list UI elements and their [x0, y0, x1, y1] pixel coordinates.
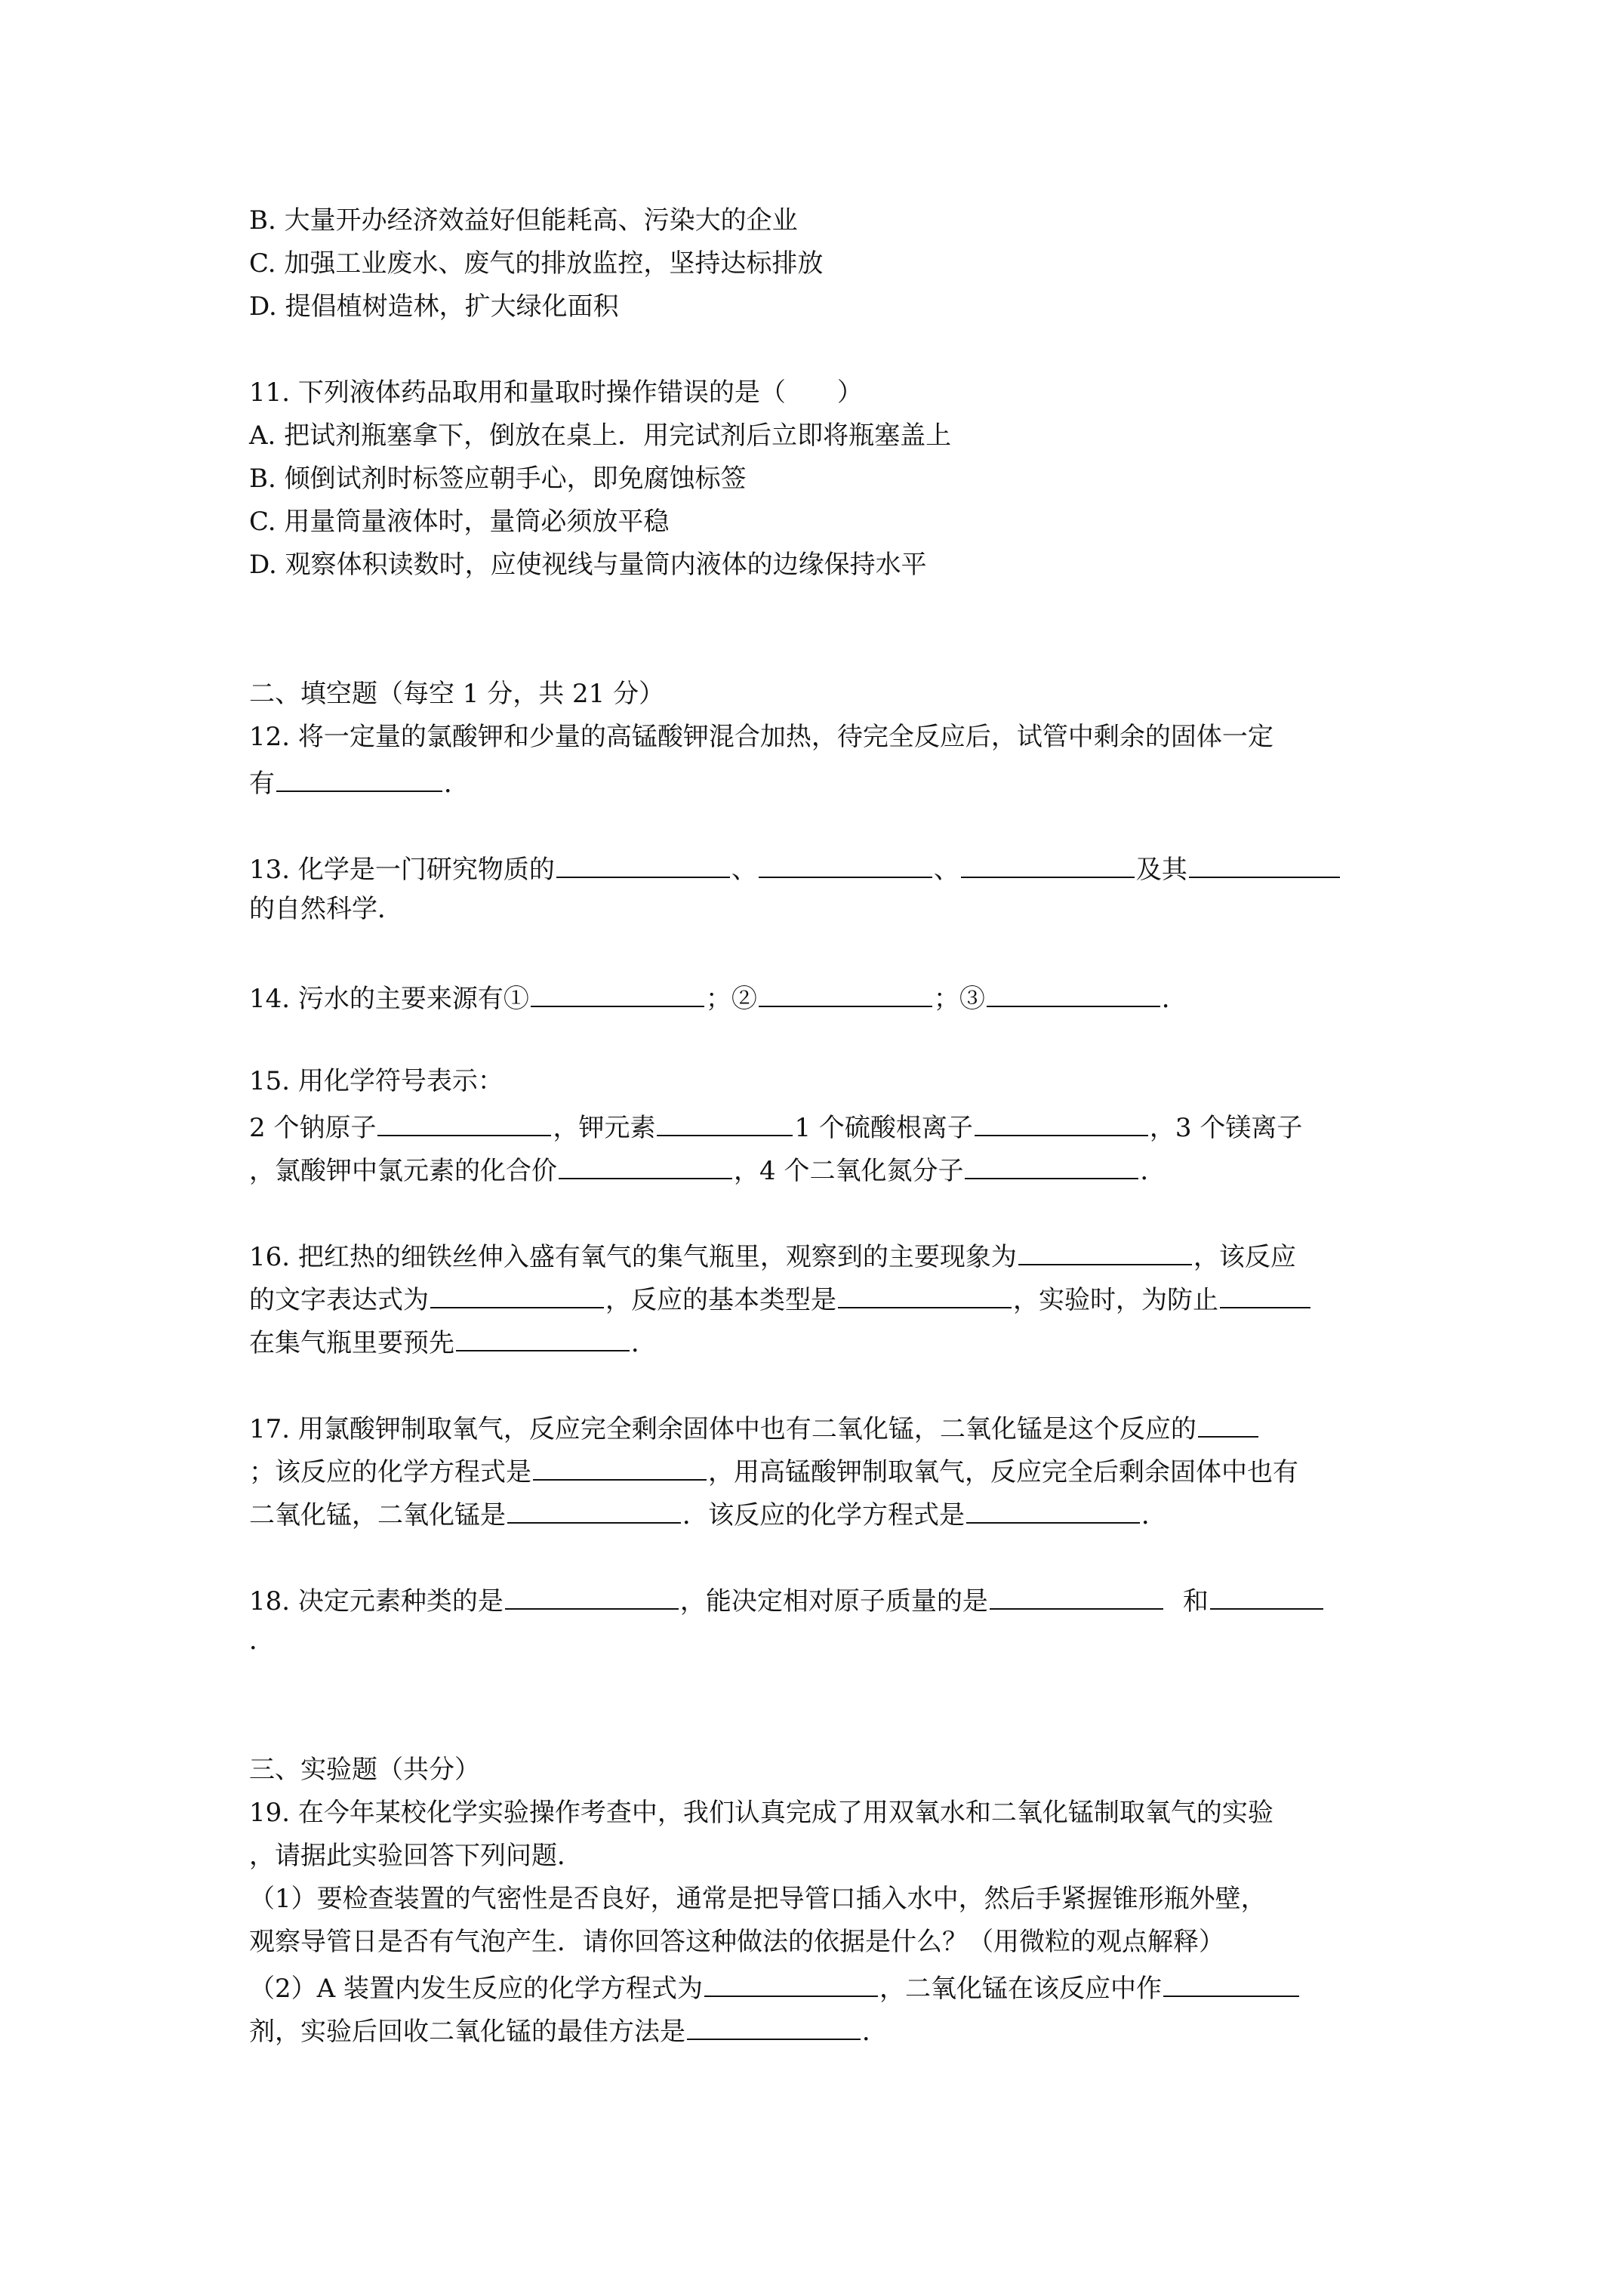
q16-end: ． [631, 1328, 657, 1358]
q17-text-d: 二氧化锰，二氧化锰是 [249, 1500, 506, 1530]
q18-blank-1[interactable] [505, 1581, 679, 1610]
q11-stem: 11. 下列液体药品取用和量取时操作错误的是（ ） [249, 378, 863, 408]
q15-stem: 15. 用化学符号表示： [249, 1066, 504, 1096]
q15-line3 [249, 1151, 1397, 1188]
q18-text-a: 18. 决定元素种类的是 [249, 1586, 504, 1616]
q13-line2: 的自然科学． [249, 894, 403, 924]
q14-end: ． [1161, 984, 1187, 1014]
q19-text-l6a: 剂，实验后回收二氧化锰的最佳方法是 [249, 2017, 685, 2047]
q13-blank-4[interactable] [1189, 849, 1340, 878]
q14-blank-3[interactable] [987, 978, 1160, 1007]
q13-blank-3[interactable] [961, 849, 1135, 878]
q10-option-d: D. 提倡植树造林，扩大绿化面积 [249, 291, 619, 322]
q14-text-a: 14. 污水的主要来源有① [249, 984, 529, 1014]
q18-text-b: ，能决定相对原子质量的是 [679, 1586, 988, 1616]
q18-line2: ． [249, 1626, 275, 1656]
q16-blank-3[interactable] [838, 1280, 1012, 1308]
q14-text-b: ；② [705, 984, 757, 1014]
q13-line1 [249, 849, 1397, 886]
q17-text-a: 17. 用氯酸钾制取氧气，反应完全剩余固体中也有二氧化锰，二氧化锰是这个反应的 [249, 1414, 1196, 1444]
q11-option-c: C. 用量筒量液体时，量筒必须放平稳 [249, 507, 670, 537]
q16-text-a: 16. 把红热的细铁丝伸入盛有氧气的集气瓶里，观察到的主要现象为 [249, 1242, 1017, 1272]
q19-line1: 19. 在今年某校化学实验操作考查中，我们认真完成了用双氧水和二氧化锰制取氧气的实验 [249, 1798, 1273, 1828]
q11-option-b: B. 倾倒试剂时标签应朝手心，即免腐蚀标签 [249, 464, 747, 494]
q12-period: ． [444, 769, 470, 799]
q11-option-a: A. 把试剂瓶塞拿下，倒放在桌上．用完试剂后立即将瓶塞盖上 [249, 421, 952, 451]
q15-blank-5[interactable] [965, 1151, 1138, 1179]
q12-line1: 12. 将一定量的氯酸钾和少量的高锰酸钾混合加热，待完全反应后，试管中剩余的固体一定 [249, 722, 1273, 752]
q17-line2 [249, 1452, 1397, 1489]
q16-text-f: 在集气瓶里要预先 [249, 1328, 454, 1358]
q16-text-b: ，该反应 [1193, 1242, 1296, 1272]
q11-option-d: D. 观察体积读数时，应使视线与量筒内液体的边缘保持水平 [249, 550, 927, 580]
q15-blank-4[interactable] [559, 1151, 732, 1179]
q16-blank-5[interactable] [456, 1323, 630, 1351]
q16-blank-2[interactable] [430, 1280, 604, 1308]
q14-line [249, 978, 1397, 1015]
q15-text-d: ，3 个镁离子 [1149, 1113, 1303, 1143]
section2-heading: 二、填空题（每空 1 分，共 21 分） [249, 679, 665, 709]
q19-line4: 观察导管日是否有气泡产生．请你回答这种做法的依据是什么？（用微粒的观点解释） [249, 1927, 1224, 1957]
q13-sep-2: 、 [933, 855, 959, 885]
q19-line6 [249, 2011, 1397, 2048]
q17-blank-2[interactable] [533, 1452, 707, 1481]
q16-line3 [249, 1323, 1397, 1360]
q15-blank-3[interactable] [975, 1108, 1148, 1136]
q15-line2 [249, 1108, 1397, 1145]
q15-end: ． [1140, 1156, 1166, 1186]
q17-text-b: ；该反应的化学方程式是 [249, 1457, 531, 1487]
q10-option-b: B. 大量开办经济效益好但能耗高、污染大的企业 [249, 205, 798, 236]
q12-blank[interactable] [276, 763, 442, 792]
q18-blank-3[interactable] [1210, 1581, 1323, 1610]
q13-blank-1[interactable] [556, 849, 730, 878]
q17-blank-4[interactable] [966, 1495, 1140, 1524]
section3-heading: 三、实验题（共分） [249, 1755, 480, 1785]
q12-line2 [249, 763, 1397, 800]
q13-text-b: 及其 [1135, 855, 1187, 885]
q19-text-l6b: ． [862, 2017, 888, 2047]
q13-sep-1: 、 [731, 855, 757, 885]
q15-text-a: 2 个钠原子 [249, 1113, 377, 1143]
q16-blank-1[interactable] [1018, 1237, 1192, 1265]
q15-blank-1[interactable] [377, 1108, 551, 1136]
q13-text-a: 13. 化学是一门研究物质的 [249, 855, 555, 885]
q17-end: ． [1141, 1500, 1167, 1530]
q19-text-l5a: （2）A 装置内发生反应的化学方程式为 [249, 1974, 703, 2004]
q10-option-c: C. 加强工业废水、废气的排放监控，坚持达标排放 [249, 248, 824, 279]
q15-text-c: 1 个硫酸根离子 [794, 1113, 973, 1143]
q17-line3 [249, 1495, 1397, 1532]
q12-text-you: 有 [249, 769, 275, 799]
q15-text-f: ，4 个二氧化氮分子 [734, 1156, 964, 1186]
q13-blank-2[interactable] [759, 849, 932, 878]
q15-text-b: ，钾元素 [553, 1113, 656, 1143]
q19-line3: （1）要检查装置的气密性是否良好，通常是把导管口插入水中，然后手紧握锥形瓶外壁， [249, 1884, 1267, 1914]
q18-text-c: 和 [1182, 1586, 1209, 1616]
q15-blank-2[interactable] [657, 1108, 793, 1136]
q16-text-c: 的文字表达式为 [249, 1285, 429, 1315]
q15-text-e: ，氯酸钾中氯元素的化合价 [249, 1156, 557, 1186]
q19-line2: ，请据此实验回答下列问题． [249, 1841, 583, 1871]
q17-line1 [249, 1409, 1397, 1446]
q18-blank-2[interactable] [990, 1581, 1163, 1610]
q18-line1 [249, 1581, 1397, 1618]
q16-blank-4[interactable] [1220, 1280, 1310, 1308]
q19-line5 [249, 1968, 1397, 2005]
q16-text-d: ，反应的基本类型是 [605, 1285, 836, 1315]
q19-blank-3[interactable] [687, 2011, 861, 2040]
q19-text-l5b: ，二氧化锰在该反应中作 [879, 1974, 1162, 2004]
q19-blank-2[interactable] [1163, 1968, 1299, 1997]
q16-line2 [249, 1280, 1397, 1317]
q16-line1 [249, 1237, 1397, 1274]
q19-blank-1[interactable] [704, 1968, 878, 1997]
q17-text-e: ．该反应的化学方程式是 [682, 1500, 965, 1530]
q14-text-c: ；③ [933, 984, 985, 1014]
q14-blank-1[interactable] [531, 978, 704, 1007]
q17-blank-1[interactable] [1198, 1409, 1258, 1438]
q16-text-e: ，实验时，为防止 [1013, 1285, 1218, 1315]
q17-blank-3[interactable] [507, 1495, 681, 1524]
q14-blank-2[interactable] [759, 978, 932, 1007]
q17-text-c: ，用高锰酸钾制取氧气，反应完全后剩余固体中也有 [708, 1457, 1298, 1487]
